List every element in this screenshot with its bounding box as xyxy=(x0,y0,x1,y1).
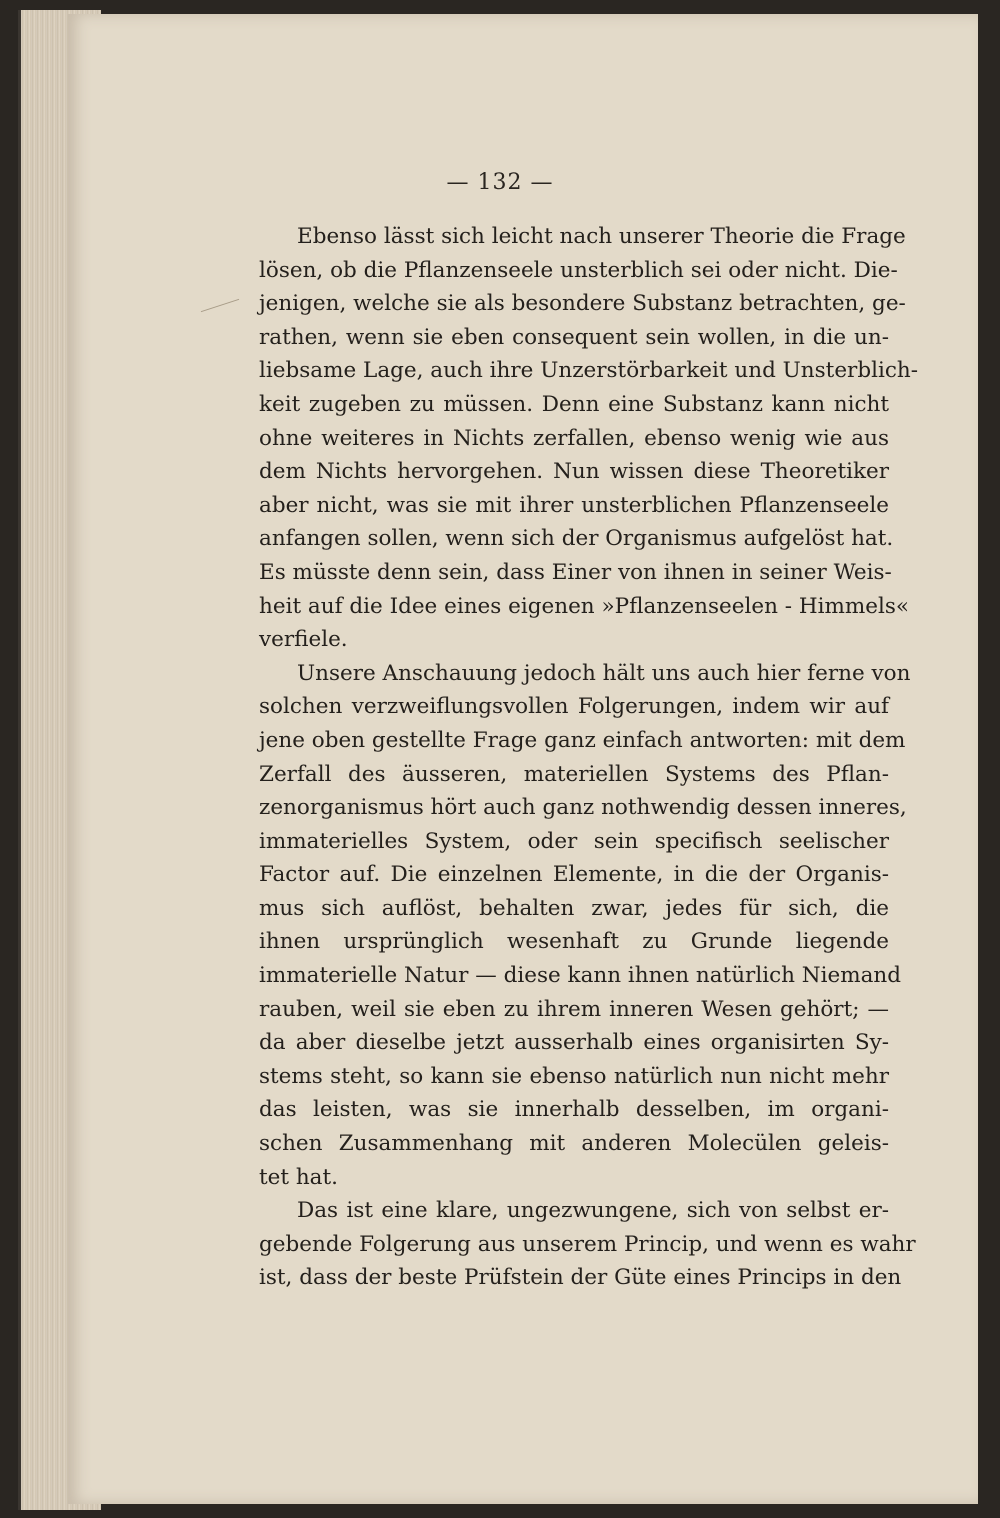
text-line: Factor auf. Die einzelnen Elemente, in die der Organis- xyxy=(259,862,889,888)
text-line: jenigen, welche sie als besondere Substanz betrachten, ge- xyxy=(259,291,906,317)
text-line: immaterielle Natur — diese kann ihnen natürlich Niemand xyxy=(259,963,902,989)
body-text xyxy=(259,220,918,1295)
text-line: tet hat. xyxy=(259,1164,338,1190)
text-line: aber nicht, was sie mit ihrer unsterblichen Pflanzenseele xyxy=(259,492,889,518)
text-line: solchen verzweiflungsvollen Folgerungen, indem wir auf xyxy=(259,694,889,720)
text-line: das leisten, was sie innerhalb desselben, im organi- xyxy=(259,1097,889,1123)
text-line: Es müsste denn sein, dass Einer von ihnen in seiner Weis- xyxy=(259,559,892,585)
text-line: anfangen sollen, wenn sich der Organismus aufgelöst hat. xyxy=(259,526,894,552)
text-line: Das ist eine klare, ungezwungene, sich von selbst er- xyxy=(297,1198,889,1224)
text-line: heit auf die Idee eines eigenen »Pflanzenseelen - Himmels« xyxy=(259,593,910,619)
page-number: — 132 — xyxy=(446,170,554,195)
text-line: da aber dieselbe jetzt ausserhalb eines organisirten Sy- xyxy=(259,1030,889,1056)
text-line: schen Zusammenhang mit anderen Molecülen geleis- xyxy=(259,1131,889,1157)
text-line: ohne weiteres in Nichts zerfallen, ebenso wenig wie aus xyxy=(259,425,889,451)
text-line: ist, dass der beste Prüfstein der Güte eines Princips in den xyxy=(259,1265,902,1291)
paragraph-3 xyxy=(259,1194,916,1295)
text-line: verfiele. xyxy=(259,627,348,653)
text-line: stems steht, so kann sie ebenso natürlich nun nicht mehr xyxy=(259,1063,889,1089)
text-line: Zerfall des äusseren, materiellen Systems des Pflan- xyxy=(259,761,889,787)
text-line: immaterielles System, oder sein specifisch seelischer xyxy=(259,828,889,854)
text-line: gebende Folgerung aus unserem Princip, und wenn es wahr xyxy=(259,1231,916,1257)
text-line: liebsame Lage, auch ihre Unzerstörbarkeit und Unsterblich- xyxy=(259,358,918,384)
text-line: ihnen ursprünglich wesenhaft zu Grunde liegende xyxy=(259,929,889,955)
text-line: mus sich auflöst, behalten zwar, jedes für sich, die xyxy=(259,895,889,921)
text-line: rauben, weil sie eben zu ihrem inneren Wesen gehört; — xyxy=(259,996,889,1022)
text-line: dem Nichts hervorgehen. Nun wissen diese Theoretiker xyxy=(259,459,889,485)
text-line: Ebenso lässt sich leicht nach unserer Theorie die Frage xyxy=(297,224,906,249)
text-line: zenorganismus hört auch ganz nothwendig dessen inneres, xyxy=(259,795,907,821)
paragraph-2 xyxy=(259,657,911,1195)
paragraph-1 xyxy=(259,220,918,657)
text-line: rathen, wenn sie eben consequent sein wollen, in die un- xyxy=(259,324,889,350)
text-line: Unsere Anschauung jedoch hält uns auch hier ferne von xyxy=(297,660,911,686)
text-line: keit zugeben zu müssen. Denn eine Substanz kann nicht xyxy=(259,391,889,417)
text-line: lösen, ob die Pflanzenseele unsterblich sei oder nicht. Die- xyxy=(259,257,898,283)
text-line: jene oben gestellte Frage ganz einfach antworten: mit dem xyxy=(259,727,906,753)
